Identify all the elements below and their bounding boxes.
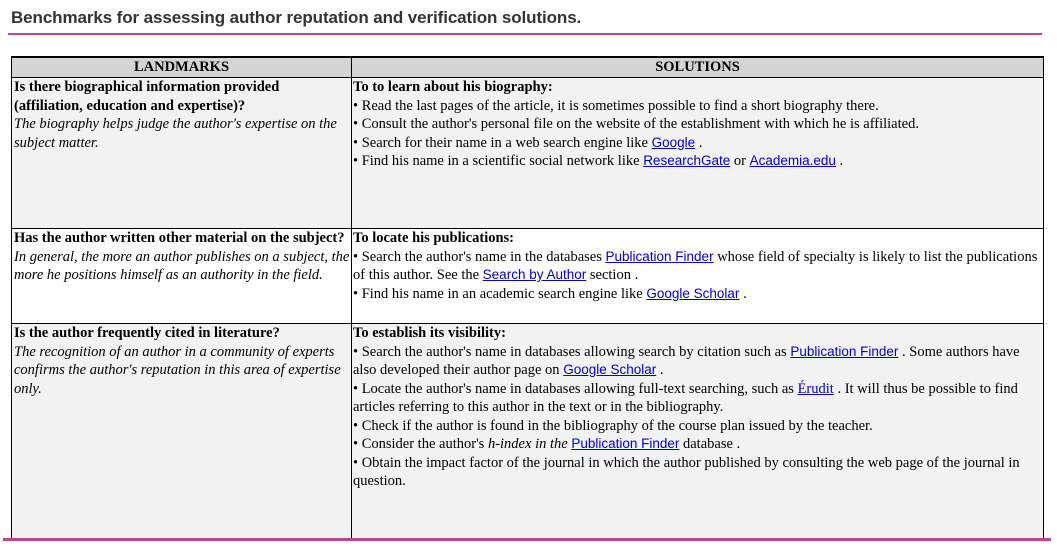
solution-cell [352,229,1044,324]
landmark-question: Is the author frequently cited in literature? [14,325,280,341]
publication-finder-link[interactable]: Publication Finder [571,436,680,451]
academia-link[interactable]: Academia.edu [749,153,836,168]
solution-line: • Check if the author is found in the bibliography of the course plan issued by the teacher. [353,417,873,434]
publication-finder-link[interactable]: Publication Finder [790,343,899,359]
google-scholar-link[interactable]: Google Scholar [563,362,657,377]
landmark-question: Is there biographical information provided (affiliation, education and expertise)? [14,79,280,114]
solution-line: • Search for their name in a web search engine like Google . [353,134,703,151]
table-header-row [12,57,1044,78]
researchgate-link[interactable]: ResearchGate [643,153,731,168]
landmark-cell [12,324,352,539]
publication-finder-link[interactable]: Publication Finder [605,248,714,264]
google-link[interactable]: Google [651,134,696,150]
solution-line: • Search the author's name in the databases Publication Finder whose field of specialty is likely to list the publications of this author. See the Search by Author section . [353,248,1038,283]
google-scholar-link[interactable]: Google Scholar [646,285,740,301]
solution-line: • Consider the author's h-index in the Publication Finder database . [353,436,741,452]
solution-line: • Find his name in a scientific social network like ResearchGate or Academia.edu . [353,153,844,169]
solution-heading: To establish its visibility: [353,325,506,341]
solution-line: • Read the last pages of the article, it is sometimes possible to find a short biography there. [353,97,879,114]
landmark-description: The biography helps judge the author's expertise on the subject matter. [14,116,337,151]
solution-line: • Search the author's name in databases allowing search by citation such as Publication Finder . Some authors have also developed their author page on Google Scholar . [353,343,1020,378]
page-title: Benchmarks for assessing author reputation and verification solutions. [11,8,582,27]
solution-line: • Locate the author's name in databases allowing full-text searching, such as Érudit . It will thus be possible to find articles referring to this author in the text or in the bibliography. [353,380,1018,415]
solution-line: • Consult the author's personal file on the website of the establishment with which he is affiliated. [353,116,919,132]
landmark-description: The recognition of an author in a community of experts confirms the author's reputation in this area of expertise only. [14,343,341,397]
landmark-question: Has the author written other material on the subject? [14,230,345,246]
landmark-cell [12,229,352,324]
erudit-link[interactable]: Érudit [797,380,834,397]
solution-line: • Find his name in an academic search engine like Google Scholar . [353,285,747,302]
title-divider [8,33,1042,35]
table-row [12,324,1044,539]
bottom-divider [3,538,1051,541]
landmark-cell [12,78,352,229]
solution-line: • Obtain the impact factor of the journal in which the author published by consulting the web page of the journal in question. [353,454,1020,489]
solutions-header: SOLUTIONS [352,57,1044,78]
table-row [12,78,1044,229]
search-by-author-link[interactable]: Search by Author [482,267,587,282]
solution-heading: To to learn about his biography: [353,79,553,95]
solution-heading: To locate his publications: [353,230,515,246]
table-row [12,229,1044,324]
landmarks-header: LANDMARKS [12,57,352,78]
solution-cell [352,78,1044,229]
benchmarks-table [11,56,1044,539]
landmark-description: In general, the more an author publishes on a subject, the more he positions himself as an authority in the field. [14,248,350,283]
solution-cell [352,324,1044,539]
